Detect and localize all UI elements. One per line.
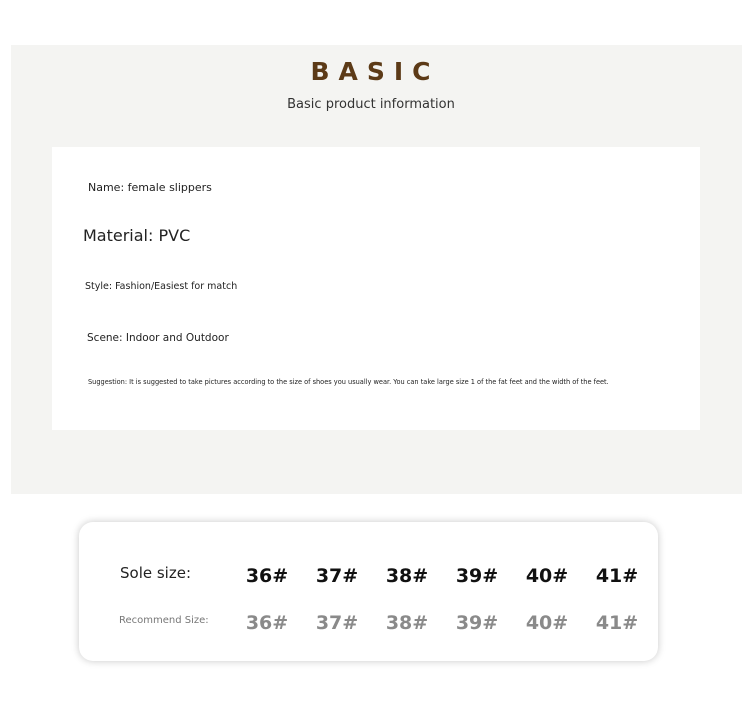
product-material: Material: PVC bbox=[83, 226, 191, 245]
recommend-size-value: 38# bbox=[385, 612, 429, 634]
product-name: Name: female slippers bbox=[88, 181, 212, 194]
recommend-size-value: 36# bbox=[245, 612, 289, 634]
size-suggestion: Suggestion: It is suggested to take pictures according to the size of shoes you usually wear. You can take large size 1 of the fat feet and the width of the feet. bbox=[88, 378, 609, 386]
recommend-size-value: 40# bbox=[525, 612, 569, 634]
product-info-card bbox=[52, 147, 700, 430]
sole-size-value: 38# bbox=[385, 565, 429, 587]
recommend-size-value: 37# bbox=[315, 612, 359, 634]
size-chart-card bbox=[79, 522, 658, 661]
page-subtitle: Basic product information bbox=[287, 97, 455, 112]
product-scene: Scene: Indoor and Outdoor bbox=[87, 332, 229, 344]
recommend-size-value: 39# bbox=[455, 612, 499, 634]
sole-size-value: 41# bbox=[595, 565, 639, 587]
sole-size-value: 37# bbox=[315, 565, 359, 587]
sole-size-value: 36# bbox=[245, 565, 289, 587]
sole-size-value: 39# bbox=[455, 565, 499, 587]
page-title: BASIC bbox=[310, 57, 440, 86]
sole-size-label: Sole size: bbox=[120, 564, 192, 582]
recommend-size-value: 41# bbox=[595, 612, 639, 634]
recommend-size-label: Recommend Size: bbox=[119, 615, 209, 626]
product-style: Style: Fashion/Easiest for match bbox=[85, 281, 238, 292]
sole-size-value: 40# bbox=[525, 565, 569, 587]
